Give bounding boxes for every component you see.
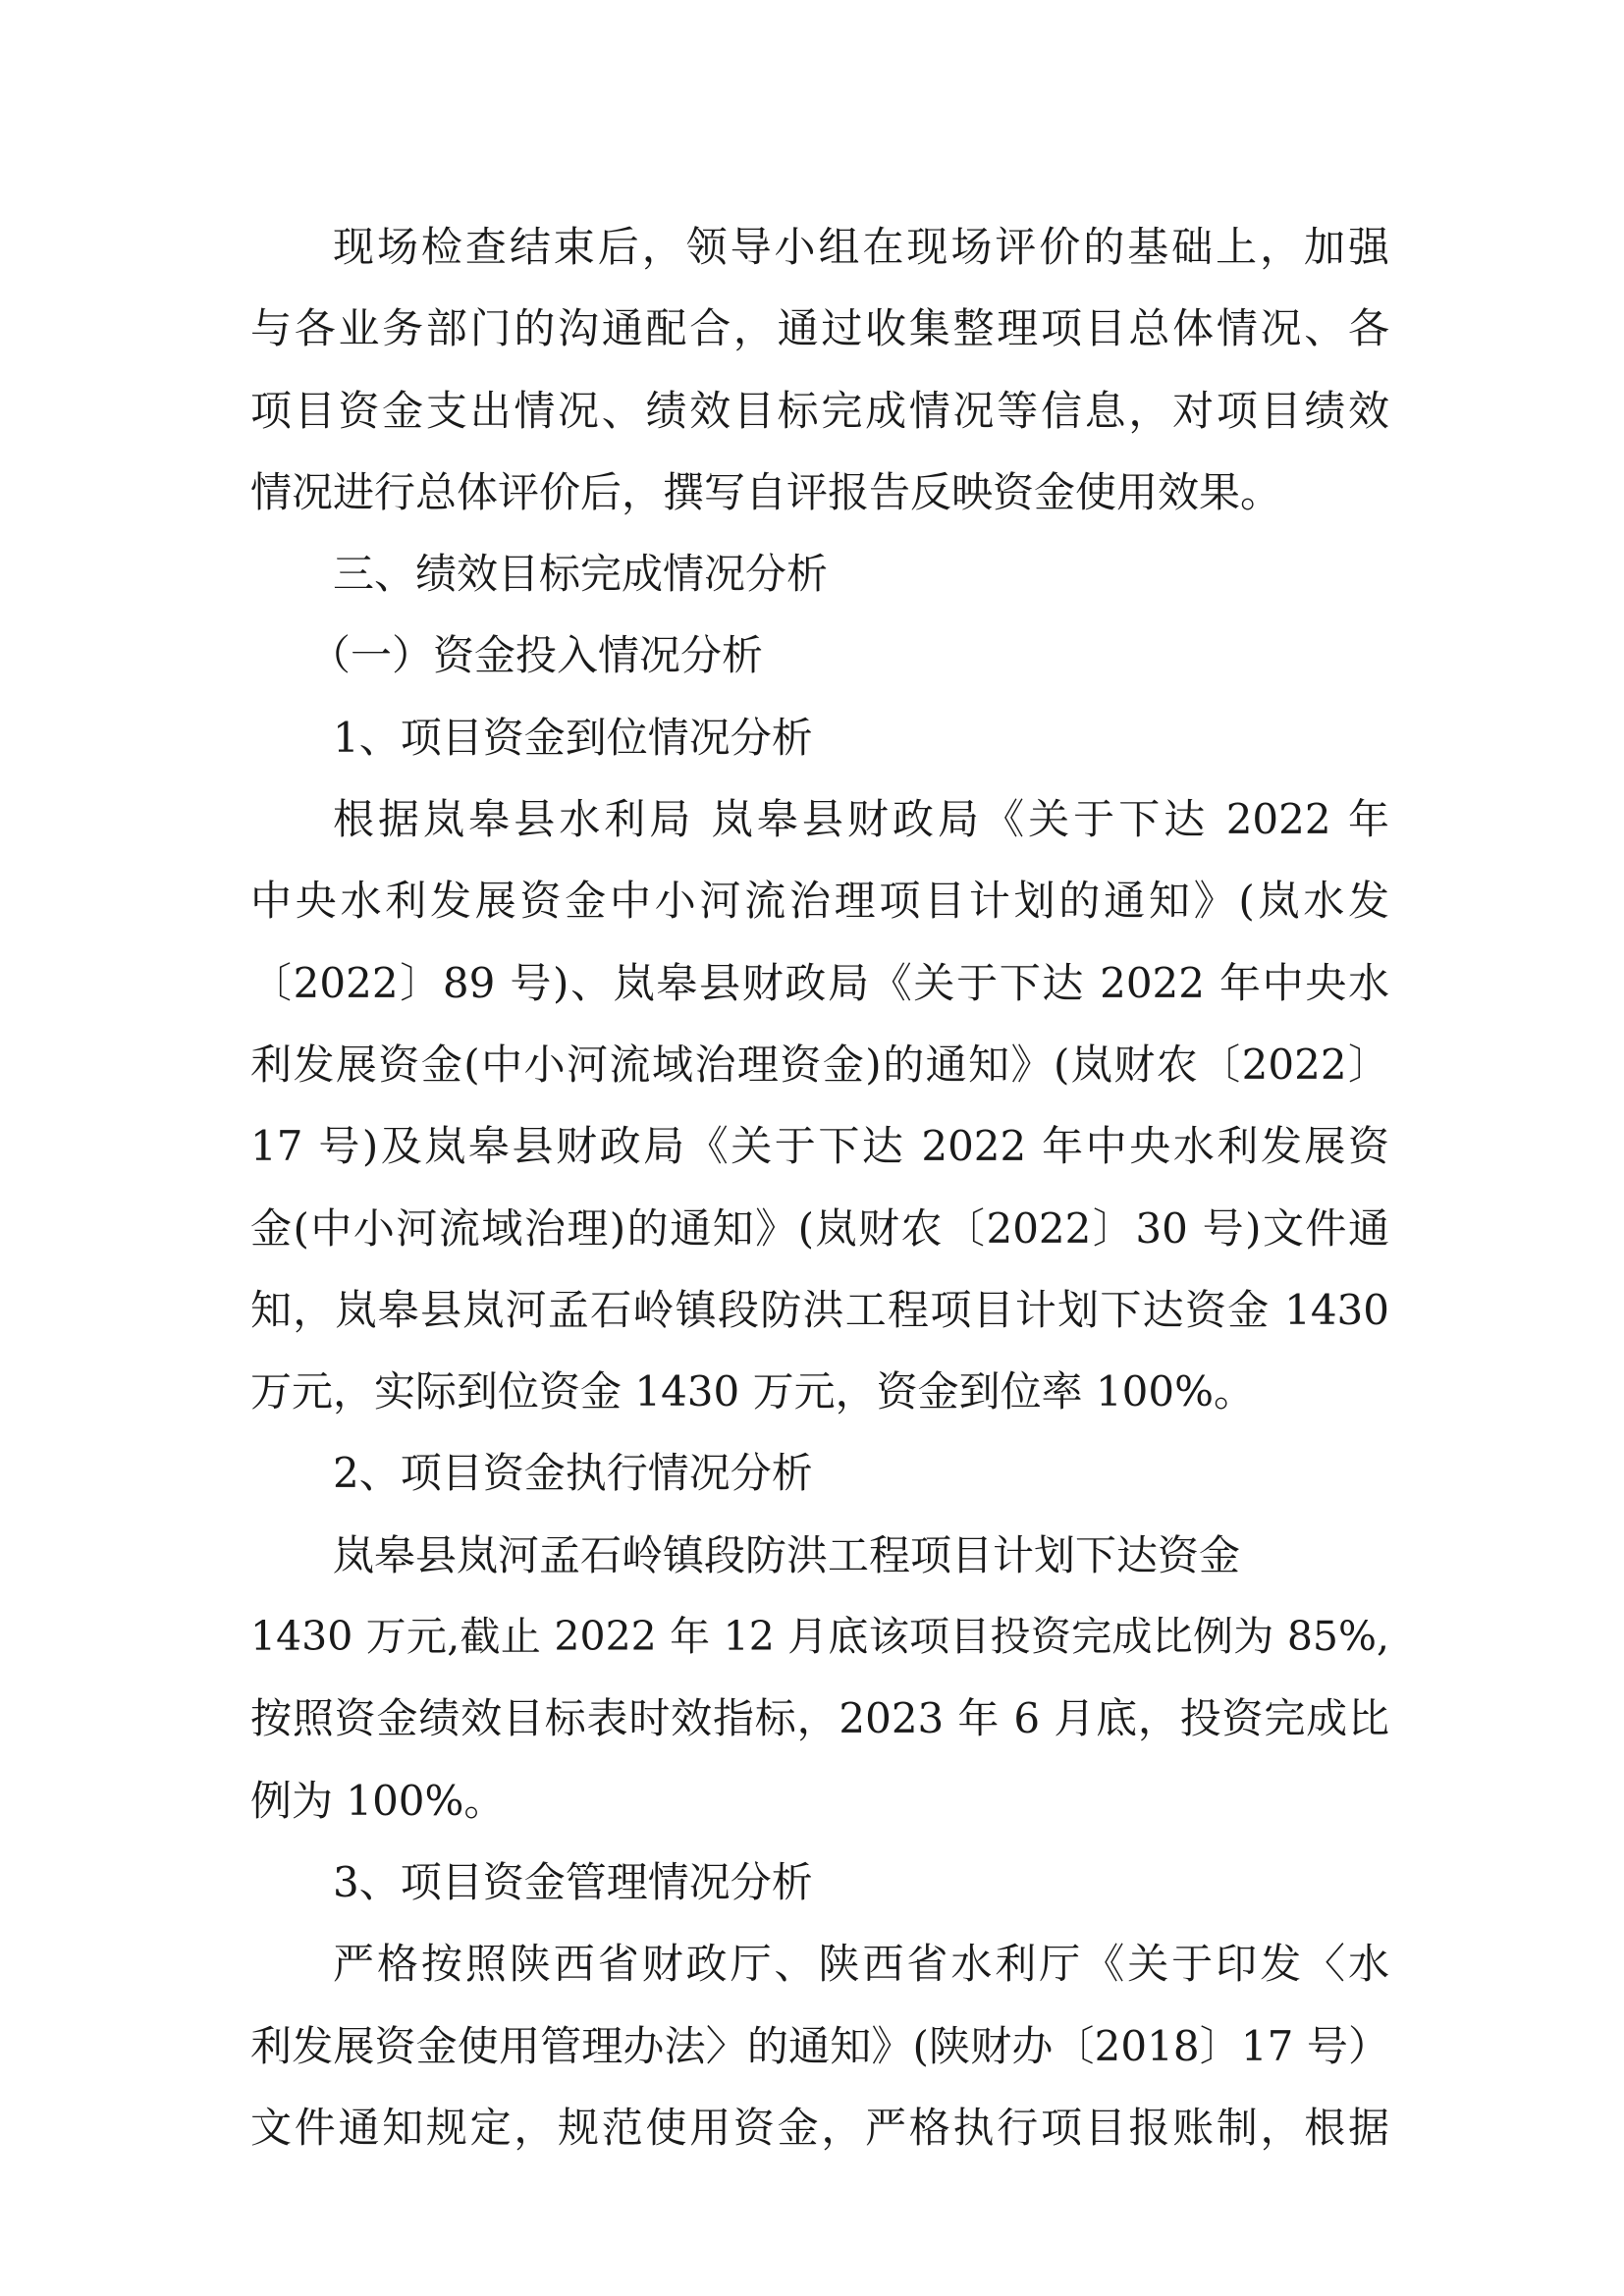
text-line: 根据岚皋县水利局 岚皋县财政局《关于下达 2022 年 [333,795,1389,844]
text-line: 3、项目资金管理情况分析 [333,1857,813,1906]
text-line: （一）资金投入情况分析 [309,631,764,680]
text-line: 按照资金绩效目标表时效指标，2023 年 6 月底，投资完成比 [250,1694,1389,1743]
text-line: 金(中小河流域治理)的通知》(岚财农〔2022〕30 号)文件通 [250,1203,1389,1253]
text-line: 情况进行总体评价后，撰写自评报告反映资金使用效果。 [250,467,1282,516]
text-line: 与各业务部门的沟通配合，通过收集整理项目总体情况、各 [250,304,1389,353]
text-line: 项目资金支出情况、绩效目标完成情况等信息，对项目绩效 [250,386,1389,435]
text-line: 严格按照陕西省财政厅、陕西省水利厅《关于印发〈水 [333,1940,1389,1989]
body-text [250,206,1389,2168]
text-line: 知，岚皋县岚河孟石岭镇段防洪工程项目计划下达资金 1430 [250,1285,1389,1334]
text-line: 三、绩效目标完成情况分析 [333,550,829,599]
text-line: 利发展资金使用管理办法〉的通知》(陕财办〔2018〕17 号） [250,2021,1389,2070]
text-line: 例为 100%。 [250,1776,506,1825]
text-line: 17 号)及岚皋县财政局《关于下达 2022 年中央水利发展资 [250,1122,1389,1171]
text-line: 2、项目资金执行情况分析 [333,1449,813,1498]
text-line: 岚皋县岚河孟石岭镇段防洪工程项目计划下达资金 [333,1530,1241,1579]
text-line: 文件通知规定，规范使用资金，严格执行项目报账制，根据 [250,2103,1389,2152]
text-line: 1、项目资金到位情况分析 [333,713,813,762]
text-line: 1430 万元,截止 2022 年 12 月底该项目投资完成比例为 85%, [250,1613,1389,1661]
text-line: 利发展资金(中小河流域治理资金)的通知》(岚财农〔2022〕 [250,1040,1389,1089]
text-line: 中央水利发展资金中小河流治理项目计划的通知》(岚水发 [250,877,1389,926]
text-line: 现场检查结束后，领导小组在现场评价的基础上，加强 [333,223,1389,271]
text-line: 万元，实际到位资金 1430 万元，资金到位率 100%。 [250,1367,1256,1416]
text-line: 〔2022〕89 号)、岚皋县财政局《关于下达 2022 年中央水 [250,958,1389,1007]
